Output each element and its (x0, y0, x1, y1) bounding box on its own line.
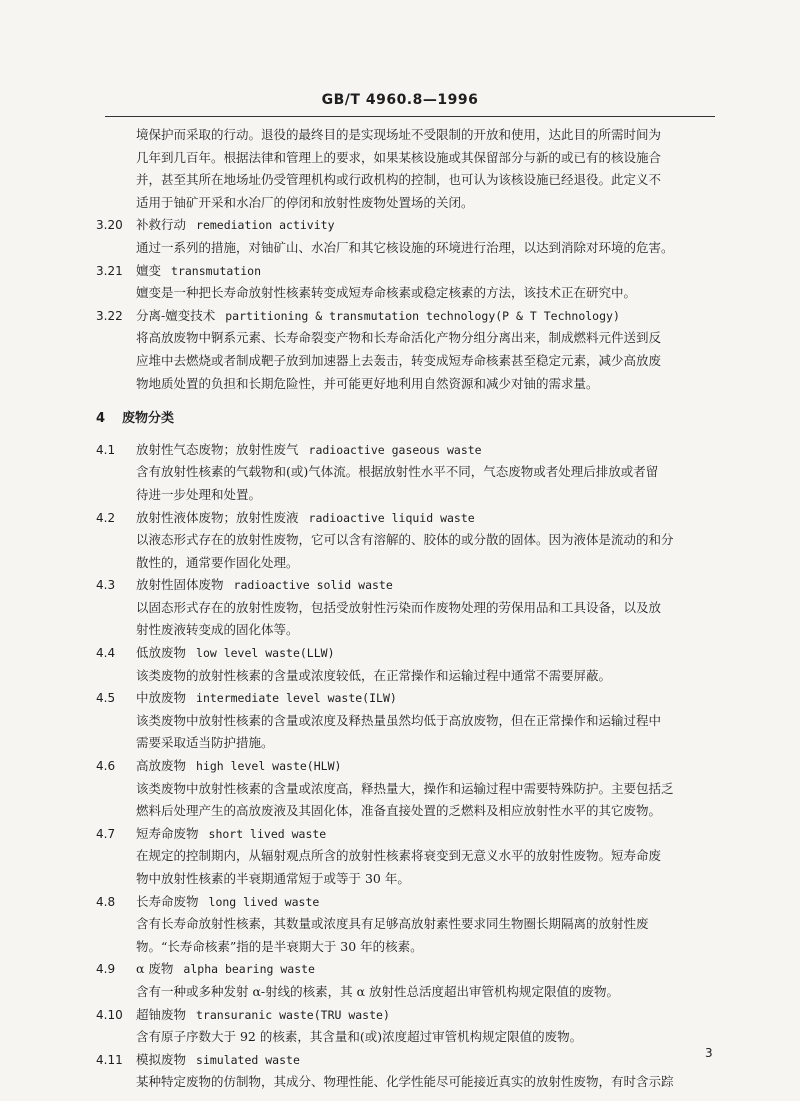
term-english: radioactive gaseous waste (308, 442, 482, 457)
clause-number: 4.7 (96, 826, 116, 841)
definition-head (96, 507, 722, 530)
definition-entry (96, 1049, 722, 1094)
term-chinese: 低放废物 (136, 645, 187, 661)
clause-number: 3.20 (96, 218, 123, 233)
term-english: low level waste(LLW) (196, 646, 335, 661)
term-chinese: 放射性液体废物；放射性废液 (136, 509, 299, 525)
definition-text: 燃料后处理产生的高放废液及其固化体，准备直接处置的乏燃料及相应放射性水平的其它废物。 (136, 803, 662, 819)
definition-head (96, 439, 722, 462)
page-number: 3 (705, 1046, 713, 1060)
intro-line: 几年到几百年。根据法律和管理上的要求，如果某核设施或其保留部分与新的或已有的核设施合 (136, 149, 662, 165)
term-chinese: 长寿命废物 (136, 893, 199, 909)
definition-head (96, 823, 722, 846)
clause-number: 4.11 (96, 1052, 123, 1067)
definition-head (96, 305, 722, 328)
term-english: transmutation (171, 263, 262, 278)
definition-text: 该类废物中放射性核素的含量或浓度及释热量虽然均低于高放废物，但在正常操作和运输过程中 (136, 712, 662, 728)
definition-head (96, 574, 722, 597)
page-content (96, 124, 722, 1094)
header-rule (105, 116, 715, 117)
term-english: short lived waste (208, 826, 327, 841)
term-english: alpha bearing waste (183, 962, 315, 977)
definition-head (96, 214, 722, 237)
clause-number: 4.10 (96, 1007, 123, 1022)
definition-head (96, 891, 722, 914)
term-chinese: 超铀废物 (136, 1006, 187, 1022)
term-english: transuranic waste(TRU waste) (196, 1007, 390, 1022)
clause-number: 4.8 (96, 894, 116, 909)
intro-line: 适用于铀矿开采和水冶厂的停闭和放射性废物处置场的关闭。 (136, 194, 474, 210)
section-heading (96, 408, 722, 431)
definition-text: 以固态形式存在的放射性废物，包括受放射性污染而作废物处理的劳保用品和工具设备，以及放 (136, 599, 662, 615)
definition-text: 某种特定废物的仿制物，其成分、物理性能、化学性能尽可能接近真实的放射性废物，有时含示踪 (136, 1074, 674, 1090)
term-english: remediation activity (196, 218, 335, 233)
section-title: 废物分类 (122, 411, 175, 427)
definition-text: 射性废液转变成的固化体等。 (136, 622, 299, 638)
clause-number: 4.3 (96, 578, 116, 593)
term-chinese: 放射性固体废物 (136, 577, 224, 593)
clause-number: 4.2 (96, 510, 116, 525)
definition-head (96, 1004, 722, 1027)
definition-entry (96, 891, 722, 959)
definition-entry (96, 1004, 722, 1049)
definition-text: 含有一种或多种发射 α-射线的核素，其 α 放射性总活度超出审管机构规定限值的废物。 (136, 983, 620, 999)
definition-text: 待进一步处理和处置。 (136, 486, 262, 502)
term-english: long lived waste (208, 894, 320, 909)
definition-text: 物中放射性核素的半衰期通常短于或等于 30 年。 (136, 871, 410, 886)
definition-text: 通过一系列的措施，对铀矿山、水冶厂和其它核设施的环境进行治理，以达到消除对环境的危害。 (136, 239, 674, 255)
definition-text: 以液态形式存在的放射性废物，它可以含有溶解的、胶体的或分散的固体。因为液体是流动的和分 (136, 532, 674, 548)
definition-head (96, 958, 722, 981)
definition-text: 含有放射性核素的气载物和(或)气体流。根据放射性水平不同，气态废物或者处理后排放或者留 (136, 464, 659, 480)
standard-header: GB/T 4960.8—1996 (321, 92, 479, 108)
term-chinese: 中放废物 (136, 690, 187, 706)
definition-text: 物。“长寿命核素”指的是半衰期大于 30 年的核素。 (136, 938, 423, 954)
clause-number: 4.4 (96, 646, 116, 661)
definition-text: 在规定的控制期内，从辐射观点所含的放射性核素将衰变到无意义水平的放射性废物。短寿命废 (136, 848, 662, 864)
definition-text: 嬗变是一种把长寿命放射性核素转变成短寿命核素或稳定核素的方法，该技术正在研究中。 (136, 285, 637, 301)
clause-number: 3.21 (96, 263, 123, 278)
definition-entry (96, 214, 722, 259)
definition-head (96, 642, 722, 665)
definition-entry (96, 574, 722, 642)
term-chinese: 短寿命废物 (136, 825, 199, 841)
term-chinese: 分离-嬗变技术 (136, 307, 216, 323)
definition-entry (96, 687, 722, 755)
intro-line: 境保护而采取的行动。退役的最终目的是实现场址不受限制的开放和使用，达此目的所需时间为 (136, 127, 662, 142)
term-chinese: 模拟废物 (136, 1051, 187, 1067)
definition-entry (96, 507, 722, 575)
definition-text: 含有原子序数大于 92 的核素，其含量和(或)浓度超过审管机构规定限值的废物。 (136, 1029, 583, 1045)
definition-head (96, 1049, 722, 1072)
term-chinese: 高放废物 (136, 758, 187, 774)
definition-text: 散性的，通常要作固化处理。 (136, 554, 299, 570)
intro-line: 并，甚至其所在地场址仍受管理机构或行政机构的控制，也可认为该核设施已经退役。此定义不 (136, 172, 662, 188)
term-english: radioactive solid waste (233, 578, 393, 593)
term-english: simulated waste (196, 1052, 300, 1067)
definition-text: 该类废物的放射性核素的含量或浓度较低，在正常操作和运输过程中通常不需要屏蔽。 (136, 667, 612, 683)
definition-entry (96, 260, 722, 305)
section-number: 4 (96, 411, 106, 427)
clause-number: 4.1 (96, 442, 116, 457)
clause-number: 4.9 (96, 962, 116, 977)
definition-text: 将高放废物中锕系元素、长寿命裂变产物和长寿命活化产物分组分离出来，制成燃料元件送到反 (136, 330, 662, 346)
definition-text: 物地质处置的负担和长期危险性，并可能更好地利用自然资源和减少对铀的需求量。 (136, 375, 599, 391)
definition-head (96, 755, 722, 778)
clause-number: 3.22 (96, 308, 123, 323)
definition-text: 含有长寿命放射性核素，其数量或浓度具有足够高放射素性要求同生物圈长期隔离的放射性废 (136, 916, 649, 932)
definition-entry (96, 755, 722, 823)
term-english: high level waste(HLW) (196, 759, 342, 774)
intro-paragraph (96, 124, 722, 214)
definition-entry (96, 823, 722, 891)
definition-text: 应堆中去燃烧或者制成靶子放到加速器上去轰击，转变成短寿命核素甚至稳定元素，减少高放废 (136, 352, 662, 368)
term-chinese: 补救行动 (136, 217, 187, 233)
definition-list-3 (96, 214, 722, 395)
term-chinese: 嬗变 (136, 262, 162, 278)
definition-entry (96, 305, 722, 395)
definition-entry (96, 439, 722, 507)
term-english: partitioning & transmutation technology(P & T Technology) (225, 308, 620, 323)
definition-text: 需要采取适当防护措施。 (136, 735, 274, 751)
term-english: intermediate level waste(ILW) (196, 691, 397, 706)
definition-entry (96, 642, 722, 687)
definition-entry (96, 958, 722, 1003)
definition-list-4 (96, 439, 722, 1094)
term-english: radioactive liquid waste (308, 510, 475, 525)
clause-number: 4.6 (96, 759, 116, 774)
definition-head (96, 687, 722, 710)
clause-number: 4.5 (96, 691, 116, 706)
term-chinese: 放射性气态废物；放射性废气 (136, 441, 299, 457)
definition-head (96, 260, 722, 283)
definition-text: 该类废物中放射性核素的含量或浓度高，释热量大，操作和运输过程中需要特殊防护。主要包括乏 (136, 780, 674, 796)
term-chinese: α 废物 (136, 961, 174, 977)
